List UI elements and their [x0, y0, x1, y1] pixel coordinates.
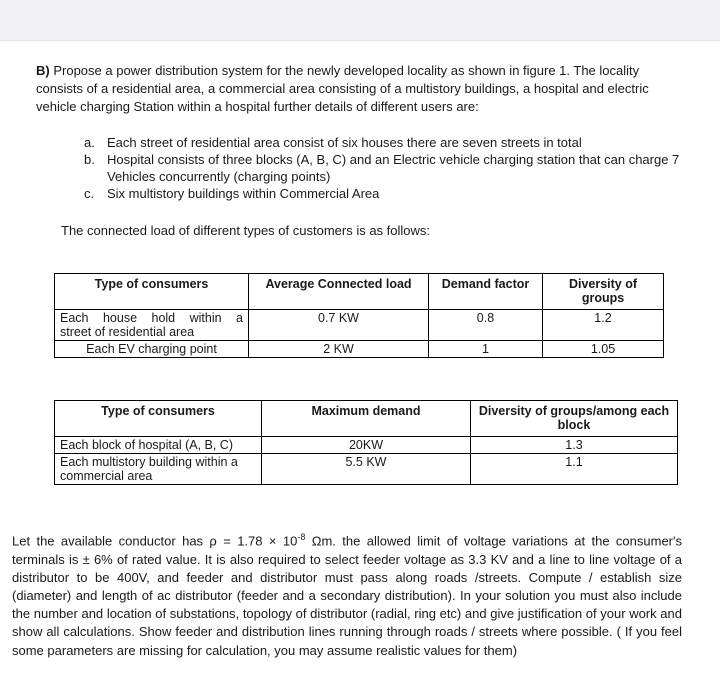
table-cell: 20KW [262, 437, 471, 454]
table-header: Type of consumers [55, 274, 249, 310]
table-header-row [55, 401, 678, 437]
table-cell: 1 [429, 341, 543, 358]
task-text-start: Let the available conductor has ρ = 1.78 × 10 [12, 533, 298, 549]
task-text-rest: Ωm. the allowed limit of voltage variations at the consumer's terminals is ± 6% of rated value. It is also required to select feeder voltage as 3.3 KV and a line to line voltage of a distributor to be 400V, and feeder and distributor must pass along roads /streets. Compute / establish size (diameter) and length of ac distributor (feeder and a secondary distribution). In your solution you must also include the number and location of substations, topology of distributor (radial, ring etc) and give justification of your work and show all calculations. Show feeder and distribution lines running through roads / streets where possible. ( If you feel some parameters are missing for calculation, you may assume realistic values for them) [12, 533, 682, 658]
question-label: B) [36, 63, 50, 78]
table-cell: 2 KW [249, 341, 429, 358]
table-cell: 1.2 [543, 310, 664, 341]
exponent: -8 [297, 532, 306, 542]
table-header: Demand factor [429, 274, 543, 310]
table-cell: 0.7 KW [249, 310, 429, 341]
table-header: Type of consumers [55, 401, 262, 437]
cell-line: Each house hold within a [60, 311, 243, 325]
table-cell: 1.3 [471, 437, 678, 454]
list-item-text: Each street of residential area consist of six houses there are seven streets in total [107, 135, 582, 150]
table-cell [55, 310, 249, 341]
list-item [84, 185, 684, 202]
connected-load-table [54, 273, 664, 358]
table-row [55, 310, 664, 341]
cell-line: commercial area [60, 469, 153, 483]
list-marker: c. [84, 186, 95, 201]
table-cell: 1.05 [543, 341, 664, 358]
table-row [55, 437, 678, 454]
question-intro-text: Propose a power distribution system for the newly developed locality as shown in figure 1. The locality consists of a residential area, a commercial area consisting of a multistory buildings, a hospital and electric vehicle charging Station within a hospital further details of different users are: [36, 63, 649, 114]
cell-line: Each multistory building within a [60, 455, 238, 469]
list-item-text: Hospital consists of three blocks (A, B, C) and an Electric vehicle charging station that can charge 7 Vehicles concurrently (charging points) [107, 152, 680, 184]
table-cell: Each block of hospital (A, B, C) [55, 437, 262, 454]
cell-line: street of residential area [60, 325, 195, 339]
connected-load-text: The connected load of different types of customers is as follows: [61, 223, 431, 238]
question-intro [36, 62, 686, 116]
details-list [84, 134, 684, 202]
table-header: Maximum demand [262, 401, 471, 437]
list-item [84, 151, 684, 185]
task-description [12, 528, 682, 660]
table-cell: Each EV charging point [55, 341, 249, 358]
table-header: Diversity of groups/among each block [471, 401, 678, 437]
list-marker: b. [84, 152, 95, 167]
list-item [84, 134, 684, 151]
list-marker: a. [84, 135, 95, 150]
table-row [55, 454, 678, 485]
table-header-row [55, 274, 664, 310]
list-item-text: Six multistory buildings within Commercial Area [107, 186, 380, 201]
maximum-demand-table [54, 400, 678, 485]
table-row [55, 341, 664, 358]
viewer-top-bar [0, 0, 720, 41]
table-cell: 1.1 [471, 454, 678, 485]
table-header: Diversity of groups [543, 274, 664, 310]
table-cell: 0.8 [429, 310, 543, 341]
table-header: Average Connected load [249, 274, 429, 310]
table-cell [55, 454, 262, 485]
table-cell: 5.5 KW [262, 454, 471, 485]
